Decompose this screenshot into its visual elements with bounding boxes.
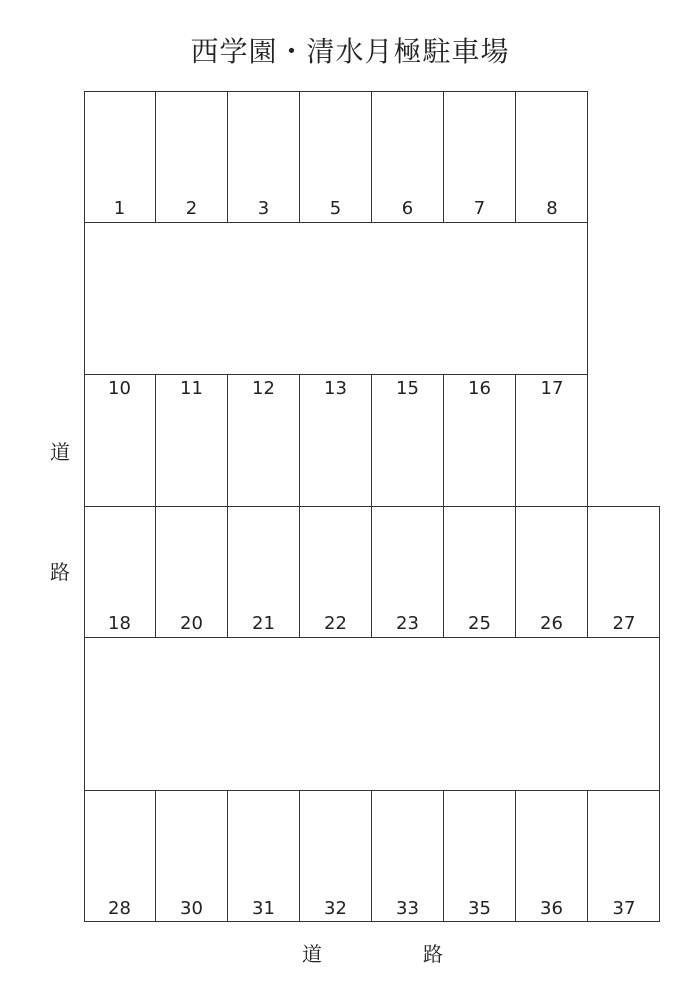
slot-number: 15 xyxy=(396,378,419,399)
road-left-char-2: 路 xyxy=(50,560,70,584)
parking-slot xyxy=(84,506,156,637)
page-title: 西学園・清水月極駐車場 xyxy=(190,35,510,68)
road-bottom-char-1: 道 xyxy=(302,942,322,966)
slot-number: 36 xyxy=(540,898,563,919)
parking-slot xyxy=(228,91,300,222)
road-bottom-char-2: 路 xyxy=(423,942,443,966)
parking-slot xyxy=(516,375,588,506)
parking-slot xyxy=(84,91,156,222)
slot-number: 23 xyxy=(396,613,419,634)
slot-number: 37 xyxy=(612,898,636,919)
parking-slot xyxy=(444,91,516,222)
slot-number: 2 xyxy=(185,198,198,219)
slot-number: 18 xyxy=(108,613,131,634)
slot-number: 8 xyxy=(546,198,558,219)
parking-slot xyxy=(300,791,372,922)
parking-slot xyxy=(516,91,588,222)
slot-number: 10 xyxy=(108,378,131,399)
parking-slot xyxy=(300,375,372,506)
slot-number: 12 xyxy=(252,378,275,399)
slot-number: 22 xyxy=(324,613,347,634)
lower-aisle xyxy=(84,637,660,791)
parking-slot xyxy=(84,375,156,506)
slot-number: 35 xyxy=(468,898,491,919)
parking-slot xyxy=(444,506,516,637)
parking-slot xyxy=(372,91,444,222)
slot-number: 6 xyxy=(401,198,414,219)
slot-number: 3 xyxy=(257,198,270,219)
parking-slot xyxy=(228,506,300,637)
slot-number: 31 xyxy=(252,898,275,919)
slot-number: 32 xyxy=(324,898,347,919)
slot-number: 33 xyxy=(396,898,419,919)
parking-slot xyxy=(84,791,156,922)
parking-slot xyxy=(372,791,444,922)
slot-number: 16 xyxy=(468,378,491,399)
parking-slot xyxy=(444,375,516,506)
slot-number: 13 xyxy=(324,378,347,399)
slot-number: 26 xyxy=(540,613,563,634)
road-left-char-1: 道 xyxy=(50,440,70,464)
parking-slot xyxy=(156,506,228,637)
parking-slot xyxy=(228,791,300,922)
slot-number: 21 xyxy=(252,613,275,634)
slot-number: 7 xyxy=(473,198,486,219)
parking-slot xyxy=(588,791,660,922)
slot-number: 27 xyxy=(612,613,636,634)
parking-slot xyxy=(516,506,588,637)
slot-number: 11 xyxy=(180,378,203,399)
parking-slot xyxy=(444,791,516,922)
parking-slot xyxy=(156,791,228,922)
parking-slot xyxy=(228,375,300,506)
parking-slot xyxy=(156,91,228,222)
slot-number: 17 xyxy=(540,378,564,399)
parking-slot xyxy=(516,791,588,922)
parking-slot xyxy=(156,375,228,506)
parking-slot xyxy=(300,91,372,222)
slot-number: 1 xyxy=(113,198,126,219)
parking-slot xyxy=(300,506,372,637)
upper-aisle xyxy=(84,222,588,375)
parking-slot xyxy=(588,506,660,637)
slot-number: 28 xyxy=(108,898,131,919)
slot-number: 20 xyxy=(180,613,203,634)
slot-number: 30 xyxy=(180,898,203,919)
parking-slot xyxy=(372,375,444,506)
slot-number: 5 xyxy=(329,198,342,219)
parking-slot xyxy=(372,506,444,637)
slot-number: 25 xyxy=(468,613,491,634)
